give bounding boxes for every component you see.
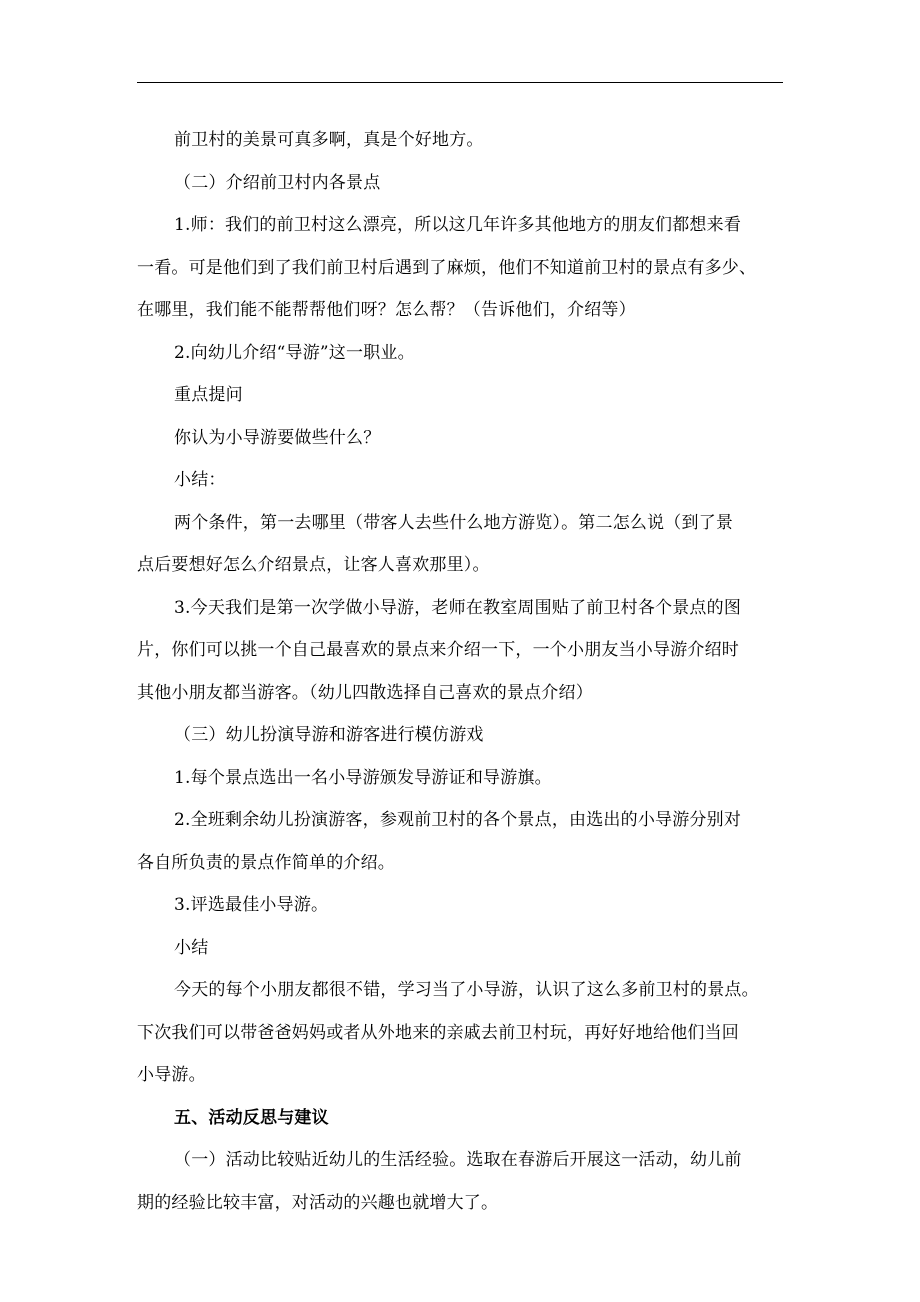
paragraph-line: 期的经验比较丰富，对活动的兴趣也就增大了。 <box>137 1192 499 1213</box>
paragraph-line: 2.向幼儿介绍“导游”这一职业。 <box>174 342 415 363</box>
paragraph-line: （一）活动比较贴近幼儿的生活经验。选取在春游后开展这一活动，幼儿前 <box>174 1150 742 1170</box>
paragraph-line: 小结： <box>174 470 226 490</box>
paragraph-line: 小导游。 <box>137 1065 206 1085</box>
paragraph-line: 点后要想好怎么介绍景点，让客人喜欢那里）。 <box>137 555 490 575</box>
paragraph-line: 其他小朋友都当游客。（幼儿四散选择自己喜欢的景点介绍） <box>137 682 593 703</box>
paragraph-line: 各自所负责的景点作简单的介绍。 <box>137 852 395 873</box>
paragraph-line: 3.今天我们是第一次学做小导游，老师在教室周围贴了前卫村各个景点的图 <box>174 597 742 618</box>
section-heading: （二）介绍前卫村内各景点 <box>174 172 381 193</box>
paragraph-line: 1.师：我们的前卫村这么漂亮，所以这几年许多其他地方的朋友们都想来看 <box>174 215 742 235</box>
paragraph-line: 你认为小导游要做些什么？ <box>174 427 381 448</box>
paragraph-line: 片，你们可以挑一个自己最喜欢的景点来介绍一下，一个小朋友当小导游介绍时 <box>137 640 739 660</box>
paragraph-line: 重点提问 <box>174 385 243 405</box>
paragraph-line: 两个条件，第一去哪里（带客人去些什么地方游览）。第二怎么说（到了景 <box>174 512 734 533</box>
paragraph-line: 今天的每个小朋友都很不错，学习当了小导游，认识了这么多前卫村的景点。 <box>174 980 759 1000</box>
paragraph-line: 1.每个景点选出一名小导游颁发导游证和导游旗。 <box>174 767 552 788</box>
header-rule <box>137 82 783 83</box>
paragraph-line: 2.全班剩余幼儿扮演游客，参观前卫村的各个景点，由选出的小导游分别对 <box>174 810 742 830</box>
section-heading: （三）幼儿扮演导游和游客进行模仿游戏 <box>174 725 484 745</box>
paragraph-line: 在哪里，我们能不能帮帮他们呀？怎么帮？（告诉他们，介绍等） <box>137 300 636 320</box>
paragraph-line: 前卫村的美景可真多啊，真是个好地方。 <box>174 130 484 150</box>
paragraph-line: 一看。可是他们到了我们前卫村后遇到了麻烦，他们不知道前卫村的景点有多少、 <box>137 257 757 278</box>
paragraph-line: 小结 <box>174 937 209 958</box>
paragraph-line: 下次我们可以带爸爸妈妈或者从外地来的亲戚去前卫村玩，再好好地给他们当回 <box>137 1022 739 1043</box>
paragraph-line: 3.评选最佳小导游。 <box>174 895 329 915</box>
chapter-heading: 五、活动反思与建议 <box>174 1107 329 1128</box>
document-body <box>137 119 787 1224</box>
